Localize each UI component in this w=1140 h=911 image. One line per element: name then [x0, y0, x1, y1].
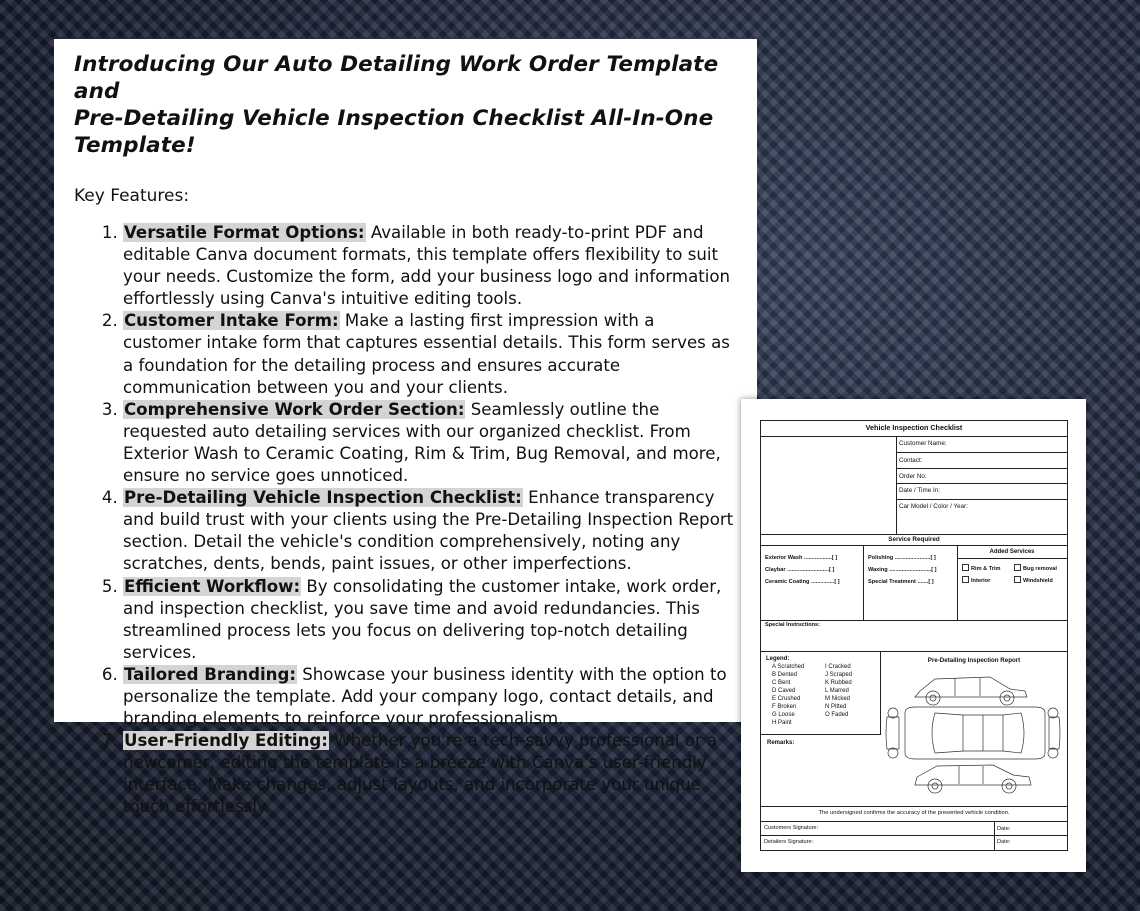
date-time-field: Date / Time In: — [899, 487, 940, 494]
car-model-field: Car Model / Color / Year: — [899, 503, 968, 510]
feature-item — [123, 399, 737, 487]
feature-text: Whether you're a tech-savvy professional or a newcomer, editing the template is a breeze with Canva's user-friendly interface. Make changes, adjust layouts, and incorporate your unique touch effortlessly. — [123, 731, 718, 817]
service-ceramic-coating: Ceramic Coating ...............[ ] — [765, 579, 840, 585]
special-instructions-label: Special Instructions: — [765, 622, 821, 628]
legend-right-column: I Cracked J Scraped K Rubbed L Marred M Nicked N Pitted O Faded — [825, 664, 853, 718]
detailer-date-label: Date: — [997, 839, 1011, 845]
feature-item — [123, 310, 737, 398]
report-title: Pre-Detailing Inspection Report — [927, 657, 1021, 664]
service-claybar: Claybar ...........................[ ] — [765, 567, 835, 573]
feature-heading: Customer Intake Form: — [124, 311, 339, 331]
feature-text: By consolidating the customer intake, work order, and inspection checklist, you save time and avoid redundancies. This streamlined process lets you focus on delivering top-notch detailing services. — [123, 576, 722, 662]
added-windshield: Windshield — [1014, 576, 1053, 585]
features-list — [74, 222, 737, 819]
feature-item — [123, 222, 737, 310]
feature-text: Seamlessly outline the requested auto detailing services with our organized checklist. From Exterior Wash to Ceramic Coating, Rim & Trim, Bug Removal, and more, ensure no service goes unnoticed. — [123, 399, 721, 486]
service-exterior-wash: Exterior Wash ..................[ ] — [765, 555, 838, 561]
intro-title-line1: Introducing Our Auto Detailing Work Order Template and — [74, 52, 719, 104]
feature-text: Enhance transparency and build trust with your clients using the Pre-Detailing Inspection Report section. Detail the vehicle's condition comprehensively, noting any scratches, dents, bends, paint issues, or other imperfections. — [123, 488, 734, 574]
key-features-label: Key Features: — [74, 186, 190, 206]
feature-text: Make a lasting first impression with a customer intake form that captures essential details. This form serves as a foundation for the detailing process and ensures accurate communication between you and your clients. — [123, 311, 730, 397]
feature-heading: Pre-Detailing Vehicle Inspection Checklist: — [124, 488, 522, 508]
service-required-heading: Service Required — [888, 536, 940, 543]
added-bug-removal: Bug removal — [1014, 564, 1057, 573]
car-diagram-image — [885, 669, 1061, 797]
detailer-signature-label: Detailers Signature: — [764, 839, 814, 845]
added-rim-trim: Rim & Trim — [962, 564, 1001, 573]
customer-name-field: Customer Name: — [899, 440, 947, 447]
intro-title — [74, 51, 737, 159]
service-special-treatment: Special Treatment .......[ ] — [868, 579, 934, 585]
form-sheet — [760, 420, 1068, 851]
feature-text: Showcase your business identity with the option to personalize the template. Add your company logo, contact details, and branding elements to reinforce your professionalism. — [123, 664, 727, 729]
added-interior: Interior — [962, 576, 990, 585]
feature-text: Available in both ready-to-print PDF and editable Canva document formats, this template offers flexibility to suit your needs. Customize the form, add your business logo and information effortlessly using Canva's intuitive editing tools. — [123, 223, 731, 309]
feature-item — [123, 576, 737, 664]
feature-heading: User-Friendly Editing: — [124, 731, 328, 751]
intro-title-line2: Pre-Detailing Vehicle Inspection Checklist All-In-One Template! — [74, 106, 714, 158]
customer-signature-label: Customers Signature: — [764, 825, 819, 831]
confirmation-text: The undersigned confirms the accuracy of the presented vehicle condition. — [818, 810, 1010, 816]
service-waxing: Waxing ...........................[ ] — [868, 567, 937, 573]
customer-date-label: Date: — [997, 826, 1011, 832]
contact-field: Contact: — [899, 457, 923, 464]
feature-heading: Tailored Branding: — [124, 664, 296, 684]
legend-left-column: A Scratched B Dented C Bent D Caved E Crushed F Broken G Loose H Paint — [772, 664, 805, 726]
order-no-field: Order No: — [899, 473, 927, 480]
feature-heading: Efficient Workflow: — [124, 576, 301, 596]
service-polishing: Polishing .......................[ ] — [868, 555, 936, 561]
inspection-form-preview — [741, 399, 1086, 872]
added-services-heading: Added Services — [989, 549, 1035, 555]
legend-label: Legend: — [766, 656, 790, 662]
remarks-label: Remarks: — [767, 740, 795, 746]
intro-card — [54, 39, 757, 817]
feature-item — [123, 664, 737, 730]
feature-heading: Comprehensive Work Order Section: — [124, 399, 465, 419]
feature-item — [123, 730, 737, 818]
form-title: Vehicle Inspection Checklist — [865, 423, 963, 432]
feature-heading: Versatile Format Options: — [124, 223, 365, 242]
feature-item — [123, 487, 737, 575]
